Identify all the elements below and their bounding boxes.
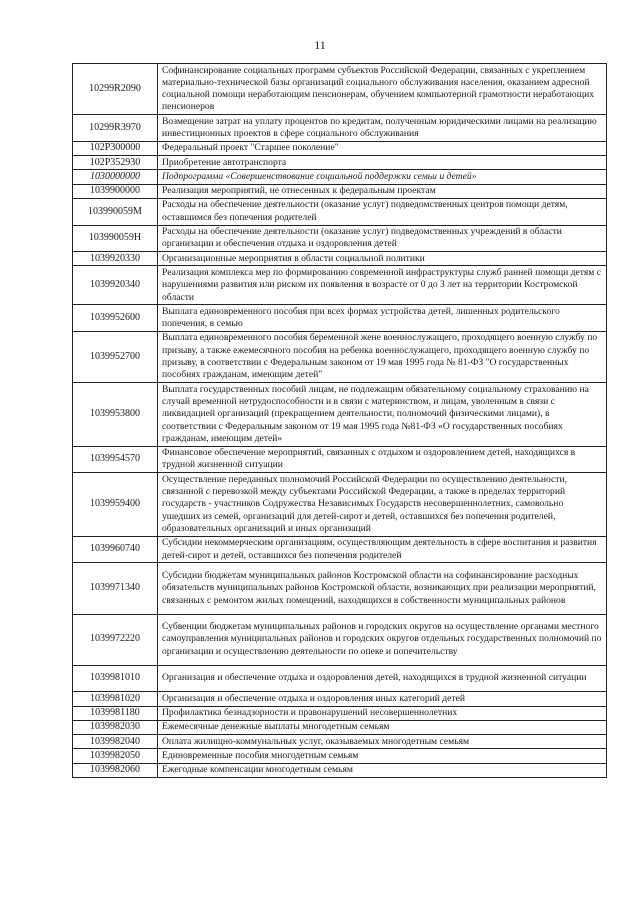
description-cell: Федеральный проект "Старшее поколение"	[158, 141, 607, 155]
page-number: 11	[314, 38, 326, 52]
budget-code-cell: 1039981180	[73, 706, 158, 720]
table-row	[73, 156, 607, 170]
table-row	[73, 383, 607, 447]
description-cell: Выплата единовременного пособия при всех формах устройства детей, лишенных родительского попечения, в семью	[158, 305, 607, 332]
budget-code-cell: 1039960740	[73, 536, 158, 563]
budget-code-cell: 1039953800	[73, 383, 158, 447]
table-body	[73, 64, 607, 778]
table-row	[73, 115, 607, 142]
description-cell: Осуществление переданных полномочий Российской Федерации по осуществлению деятельности, связанной с перевозкой между субъектами Российской Федерации, а также в пределах территорий государств - участников Содружества Независимых Государств несовершеннолетних, самовольно ушедших из семей, организаций для детей-сирот и детей, оставшихся без попечения родителей, образовательных организаций и иных организаций	[158, 473, 607, 537]
table-row	[73, 473, 607, 537]
description-cell: Приобретение автотранспорта	[158, 156, 607, 170]
table-row	[73, 614, 607, 665]
budget-code-cell: 103990059H	[73, 225, 158, 252]
description-cell: Организация и обеспечение отдыха и оздоровления детей, находящихся в трудной жизненной ситуации	[158, 665, 607, 692]
table-row	[73, 331, 607, 382]
budget-code-cell: 103990059M	[73, 198, 158, 225]
description-cell: Реализация мероприятий, не отнесенных к федеральным проектам	[158, 184, 607, 198]
table-row	[73, 252, 607, 266]
description-cell: Организационные мероприятия в области социальной политики	[158, 252, 607, 266]
table-row	[73, 170, 607, 184]
description-cell: Финансовое обеспечение мероприятий, связанных с отдыхом и оздоровлением детей, находящихся в трудной жизненной ситуации	[158, 446, 607, 473]
description-cell: Выплата единовременного пособия беременной жене военнослужащего, проходящего военную службу по призыву, а также ежемесячного пособия на ребенка военнослужащего, проходящего военную службу по призыву, в соответствии с Федеральным законом от 19 мая 1995 года № 81-ФЗ "О государственных пособиях гражданам, имеющим детей"	[158, 331, 607, 382]
description-cell: Реализация комплекса мер по формированию современной инфраструктуры служб ранней помощи детям с нарушениями развития или риском их появления в возрасте от 0 до 3 лет на территории Костромской области	[158, 266, 607, 305]
table-row	[73, 749, 607, 763]
budget-code-cell: 1030000000	[73, 170, 158, 184]
table-row	[73, 266, 607, 305]
budget-code-cell: 1039920340	[73, 266, 158, 305]
budget-code-cell: 1039971340	[73, 563, 158, 614]
budget-code-cell: 1039982040	[73, 735, 158, 749]
budget-code-cell: 1039952600	[73, 305, 158, 332]
budget-code-cell: 1039900000	[73, 184, 158, 198]
budget-code-cell: 10299R3970	[73, 115, 158, 142]
budget-code-cell: 1039952700	[73, 331, 158, 382]
budget-code-cell: 1039972220	[73, 614, 158, 665]
budget-code-cell: 1039981020	[73, 692, 158, 706]
budget-code-cell: 1039920330	[73, 252, 158, 266]
description-cell: Ежегодные компенсации многодетным семьям	[158, 763, 607, 777]
table-row	[73, 225, 607, 252]
description-cell: Подпрограмма «Совершенствование социальной поддержки семьи и детей»	[158, 170, 607, 184]
budget-code-cell: 1039959400	[73, 473, 158, 537]
description-cell: Выплата государственных пособий лицам, не подлежащим обязательному социальному страхованию на случай временной нетрудоспособности и в связи с материнством, и лицам, уволенным в связи с ликвидацией организаций (прекращением деятельности, полномочий физическими лицами), в соответствии с Федеральным законом от 19 мая 1995 года №81-ФЗ «О государственных пособиях гражданам, имеющим детей»	[158, 383, 607, 447]
budget-code-cell: 102P300000	[73, 141, 158, 155]
budget-code-cell: 1039982030	[73, 720, 158, 734]
description-cell: Субсидии бюджетам муниципальных районов Костромской области на софинансирование расходных обязательств муниципальных районов Костромской области, возникающих при реализации мероприятий, связанных с ремонтом жилых помещений, находящихся в собственности муниципальных районов	[158, 563, 607, 614]
description-cell: Расходы на обеспечение деятельности (оказание услуг) подведомственных учреждений в области организации и обеспечения отдыха и оздоровления детей	[158, 225, 607, 252]
budget-code-cell: 10299R2090	[73, 64, 158, 115]
description-cell: Оплата жилищно-коммунальных услуг, оказываемых многодетным семьям	[158, 735, 607, 749]
description-cell: Субсидии некоммерческим организациям, осуществляющим деятельность в сфере воспитания и развития детей-сирот и детей, оставшихся без попечения родителей	[158, 536, 607, 563]
table-row	[73, 563, 607, 614]
table-row	[73, 706, 607, 720]
table-row	[73, 720, 607, 734]
table-row	[73, 735, 607, 749]
table-row	[73, 305, 607, 332]
budget-code-cell: 1039954570	[73, 446, 158, 473]
budget-code-cell: 102P352930	[73, 156, 158, 170]
description-cell: Софинансирование социальных программ субъектов Российской Федерации, связанных с укреплением материально-технической базы организаций социального обслуживания населения, оказанием адресной социальной помощи неработающим пенсионерам, обучением компьютерной грамотности неработающих пенсионеров	[158, 64, 607, 115]
table-row	[73, 446, 607, 473]
budget-code-cell: 1039981010	[73, 665, 158, 692]
table-row	[73, 536, 607, 563]
description-cell: Организация и обеспечение отдыха и оздоровления иных категорий детей	[158, 692, 607, 706]
table-row	[73, 141, 607, 155]
budget-code-cell: 1039982050	[73, 749, 158, 763]
table-row	[73, 763, 607, 777]
description-cell: Профилактика безнадзорности и правонарушений несовершеннолетних	[158, 706, 607, 720]
budget-code-table	[72, 63, 607, 778]
description-cell: Возмещение затрат на уплату процентов по кредитам, полученным юридическими лицами на реализацию инвестиционных проектов в сфере социального обслуживания	[158, 115, 607, 142]
description-cell: Субвенции бюджетам муниципальных районов и городских округов на осуществление органами местного самоуправления муниципальных районов и городских округов отдельных государственных полномочий по организации и осуществлению деятельности по опеке и попечительству	[158, 614, 607, 665]
table-row	[73, 64, 607, 115]
table-row	[73, 692, 607, 706]
budget-code-cell: 1039982060	[73, 763, 158, 777]
description-cell: Единовременные пособия многодетным семьям	[158, 749, 607, 763]
description-cell: Расходы на обеспечение деятельности (оказание услуг) подведомственных центров помощи детям, оставшимся без попечения родителей	[158, 198, 607, 225]
table-row	[73, 665, 607, 692]
description-cell: Ежемесячные денежные выплаты многодетным семьям	[158, 720, 607, 734]
table-row	[73, 184, 607, 198]
table-row	[73, 198, 607, 225]
